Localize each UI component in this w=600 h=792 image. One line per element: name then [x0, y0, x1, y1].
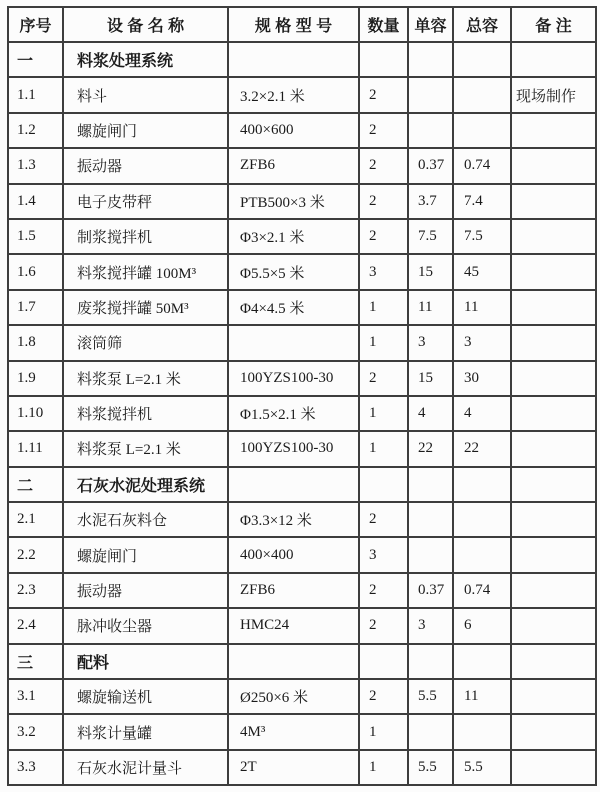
cell-note	[511, 608, 596, 643]
cell-qty: 2	[359, 608, 408, 643]
cell-unit	[408, 644, 453, 679]
cell-unit: 3	[408, 325, 453, 360]
cell-unit: 4	[408, 396, 453, 431]
cell-name: 料浆处理系统	[63, 42, 228, 77]
cell-total	[453, 644, 511, 679]
cell-no: 1.6	[8, 254, 63, 289]
table-row	[8, 148, 596, 183]
cell-note	[511, 467, 596, 502]
cell-total: 0.74	[453, 148, 511, 183]
cell-no: 3.3	[8, 750, 63, 785]
cell-qty: 2	[359, 77, 408, 112]
section-row	[8, 644, 596, 679]
table-row	[8, 184, 596, 219]
section-row	[8, 467, 596, 502]
cell-unit: 15	[408, 361, 453, 396]
cell-unit: 5.5	[408, 750, 453, 785]
cell-spec: 100YZS100-30	[228, 431, 359, 466]
cell-name: 石灰水泥计量斗	[63, 750, 228, 785]
cell-note	[511, 750, 596, 785]
cell-no: 2.4	[8, 608, 63, 643]
equipment-table	[7, 6, 597, 786]
cell-total: 22	[453, 431, 511, 466]
cell-qty: 1	[359, 750, 408, 785]
cell-no: 1.11	[8, 431, 63, 466]
cell-no: 1.3	[8, 148, 63, 183]
cell-unit	[408, 714, 453, 749]
cell-note	[511, 502, 596, 537]
cell-note	[511, 219, 596, 254]
cell-no: 1.7	[8, 290, 63, 325]
cell-spec: 400×600	[228, 113, 359, 148]
cell-qty	[359, 644, 408, 679]
cell-total: 30	[453, 361, 511, 396]
cell-total	[453, 113, 511, 148]
cell-spec: 3.2×2.1 米	[228, 77, 359, 112]
cell-unit: 22	[408, 431, 453, 466]
cell-spec: HMC24	[228, 608, 359, 643]
cell-name: 石灰水泥处理系统	[63, 467, 228, 502]
cell-note	[511, 537, 596, 572]
cell-note	[511, 290, 596, 325]
cell-note	[511, 573, 596, 608]
cell-total	[453, 467, 511, 502]
cell-note	[511, 184, 596, 219]
cell-name: 水泥石灰料仓	[63, 502, 228, 537]
cell-no: 1.10	[8, 396, 63, 431]
cell-note: 现场制作	[511, 77, 596, 112]
cell-no: 1.5	[8, 219, 63, 254]
cell-no: 2.2	[8, 537, 63, 572]
cell-note	[511, 714, 596, 749]
cell-note	[511, 113, 596, 148]
cell-qty: 2	[359, 573, 408, 608]
cell-qty: 1	[359, 290, 408, 325]
cell-total	[453, 537, 511, 572]
table-row	[8, 77, 596, 112]
cell-spec: 100YZS100-30	[228, 361, 359, 396]
cell-spec: Φ1.5×2.1 米	[228, 396, 359, 431]
cell-note	[511, 325, 596, 360]
table-row	[8, 679, 596, 714]
cell-total: 11	[453, 290, 511, 325]
table-row	[8, 325, 596, 360]
cell-unit	[408, 42, 453, 77]
table-row	[8, 396, 596, 431]
cell-note	[511, 148, 596, 183]
cell-total: 45	[453, 254, 511, 289]
cell-spec: Ø250×6 米	[228, 679, 359, 714]
cell-spec: 400×400	[228, 537, 359, 572]
cell-name: 料浆计量罐	[63, 714, 228, 749]
cell-qty: 1	[359, 431, 408, 466]
cell-qty: 1	[359, 714, 408, 749]
cell-name: 螺旋闸门	[63, 537, 228, 572]
cell-unit: 7.5	[408, 219, 453, 254]
cell-name: 滚筒筛	[63, 325, 228, 360]
cell-qty: 2	[359, 148, 408, 183]
cell-name: 螺旋输送机	[63, 679, 228, 714]
table-row	[8, 219, 596, 254]
cell-spec: Φ5.5×5 米	[228, 254, 359, 289]
cell-spec: Φ3×2.1 米	[228, 219, 359, 254]
cell-no: 1.9	[8, 361, 63, 396]
cell-qty: 2	[359, 361, 408, 396]
cell-name: 料浆泵 L=2.1 米	[63, 361, 228, 396]
table-header-row	[8, 7, 596, 42]
cell-qty: 2	[359, 219, 408, 254]
cell-no: 1.2	[8, 113, 63, 148]
cell-name: 料斗	[63, 77, 228, 112]
column-header-no: 序号	[8, 7, 63, 42]
cell-unit	[408, 113, 453, 148]
cell-unit: 5.5	[408, 679, 453, 714]
column-header-total: 总容	[453, 7, 511, 42]
cell-total	[453, 502, 511, 537]
cell-total: 5.5	[453, 750, 511, 785]
table-row	[8, 608, 596, 643]
cell-note	[511, 361, 596, 396]
cell-total: 6	[453, 608, 511, 643]
table-row	[8, 254, 596, 289]
cell-note	[511, 396, 596, 431]
cell-spec: Φ3.3×12 米	[228, 502, 359, 537]
cell-spec: PTB500×3 米	[228, 184, 359, 219]
cell-unit	[408, 537, 453, 572]
column-header-note: 备 注	[511, 7, 596, 42]
cell-total: 7.5	[453, 219, 511, 254]
column-header-name: 设 备 名 称	[63, 7, 228, 42]
table-row	[8, 361, 596, 396]
cell-no: 1.4	[8, 184, 63, 219]
cell-name: 料浆搅拌罐 100M³	[63, 254, 228, 289]
cell-qty	[359, 467, 408, 502]
cell-qty: 2	[359, 184, 408, 219]
cell-unit: 11	[408, 290, 453, 325]
cell-no: 2.3	[8, 573, 63, 608]
column-header-spec: 规 格 型 号	[228, 7, 359, 42]
cell-spec: Φ4×4.5 米	[228, 290, 359, 325]
cell-qty: 2	[359, 679, 408, 714]
section-row	[8, 42, 596, 77]
table-row	[8, 750, 596, 785]
cell-name: 振动器	[63, 148, 228, 183]
cell-name: 螺旋闸门	[63, 113, 228, 148]
cell-no: 二	[8, 467, 63, 502]
column-header-unit: 单容	[408, 7, 453, 42]
cell-total	[453, 714, 511, 749]
cell-no: 2.1	[8, 502, 63, 537]
cell-spec: 2T	[228, 750, 359, 785]
cell-name: 料浆搅拌机	[63, 396, 228, 431]
cell-spec	[228, 467, 359, 502]
cell-qty	[359, 42, 408, 77]
cell-no: 3.2	[8, 714, 63, 749]
cell-total	[453, 77, 511, 112]
cell-note	[511, 42, 596, 77]
cell-unit	[408, 77, 453, 112]
cell-qty: 3	[359, 254, 408, 289]
cell-unit: 3.7	[408, 184, 453, 219]
cell-spec: ZFB6	[228, 148, 359, 183]
cell-name: 振动器	[63, 573, 228, 608]
cell-qty: 3	[359, 537, 408, 572]
cell-name: 料浆泵 L=2.1 米	[63, 431, 228, 466]
cell-unit: 0.37	[408, 573, 453, 608]
table-row	[8, 573, 596, 608]
cell-name: 配料	[63, 644, 228, 679]
cell-unit: 15	[408, 254, 453, 289]
cell-name: 制浆搅拌机	[63, 219, 228, 254]
cell-total: 7.4	[453, 184, 511, 219]
table-row	[8, 431, 596, 466]
cell-total: 4	[453, 396, 511, 431]
cell-total: 11	[453, 679, 511, 714]
table-row	[8, 537, 596, 572]
column-header-qty: 数量	[359, 7, 408, 42]
cell-name: 电子皮带秤	[63, 184, 228, 219]
cell-note	[511, 431, 596, 466]
cell-spec	[228, 42, 359, 77]
cell-qty: 2	[359, 113, 408, 148]
table-row	[8, 290, 596, 325]
cell-name: 脉冲收尘器	[63, 608, 228, 643]
cell-note	[511, 644, 596, 679]
cell-qty: 1	[359, 325, 408, 360]
cell-qty: 2	[359, 502, 408, 537]
table-row	[8, 502, 596, 537]
cell-note	[511, 254, 596, 289]
cell-qty: 1	[359, 396, 408, 431]
cell-spec: ZFB6	[228, 573, 359, 608]
cell-unit: 3	[408, 608, 453, 643]
cell-name: 废浆搅拌罐 50M³	[63, 290, 228, 325]
cell-unit: 0.37	[408, 148, 453, 183]
cell-spec: 4M³	[228, 714, 359, 749]
cell-no: 3.1	[8, 679, 63, 714]
cell-spec	[228, 325, 359, 360]
cell-no: 1.1	[8, 77, 63, 112]
table-row	[8, 714, 596, 749]
cell-unit	[408, 502, 453, 537]
cell-no: 1.8	[8, 325, 63, 360]
cell-total: 3	[453, 325, 511, 360]
cell-note	[511, 679, 596, 714]
table-body	[8, 42, 596, 785]
cell-total: 0.74	[453, 573, 511, 608]
cell-no: 三	[8, 644, 63, 679]
cell-no: 一	[8, 42, 63, 77]
cell-unit	[408, 467, 453, 502]
cell-total	[453, 42, 511, 77]
cell-spec	[228, 644, 359, 679]
table-row	[8, 113, 596, 148]
